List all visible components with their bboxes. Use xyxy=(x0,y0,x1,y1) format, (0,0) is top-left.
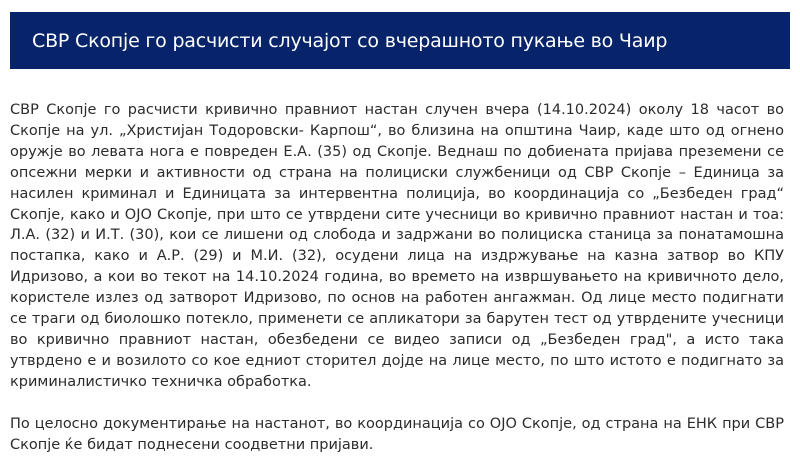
article-body xyxy=(10,100,784,456)
article-paragraph-2: По целосно документирање на настанот, во координација со ОЈО Скопје, од страна на ЕНК при СВР Скопје ќе бидат поднесени соодветни пријави. xyxy=(10,415,784,453)
article-paragraph-1: СВР Скопје го расчисти кривично правниот настан случен вчера (14.10.2024) околу 18 часот во Скопје на ул. „Христијан Тодоровски- Карпош“, во близина на општина Чаир, каде што од огнено оружје во левата нога е повреден Е.А. (35) од Скопје. Веднаш по добиената пријава преземени се опсежни мерки и активности од страна на полициски службеници од СВР Скопје – Единица за насилен криминал и Единицата за интервентна полиција, во координација со „Безбеден град“ Скопје, како и ОЈО Скопје, при што се утврдени сите учесници во кривично правниот настан и тоа: Л.А. (32) и И.Т. (30), кои се лишени од слобода и задржани во полициска станица за понатамошна постапка, како и А.Р. (29) и М.И. (32), осудени лица на издржување на казна затвор во КПУ Идризово, а кои во текот на 14.10.2024 година, во времето на извршувањето на кривичното дело, користеле излез од затворот Идризово, по основ на работен ангажман. Од лице место подигнати се траги од биолошко потекло, применети се апликатори за барутен тест од утврдените учесници во кривично правниот настан, обезбедени се видео записи од „Безбеден град", а исто така утврдено е и возилото со кое едниот сторител дојде на лице место, по што истото е подигнато за криминалистичко техничка обработка. xyxy=(10,102,784,390)
article-title: СВР Скопје го расчисти случајот со вчерашното пукање во Чаир xyxy=(32,29,668,52)
article-title-banner xyxy=(10,12,790,69)
